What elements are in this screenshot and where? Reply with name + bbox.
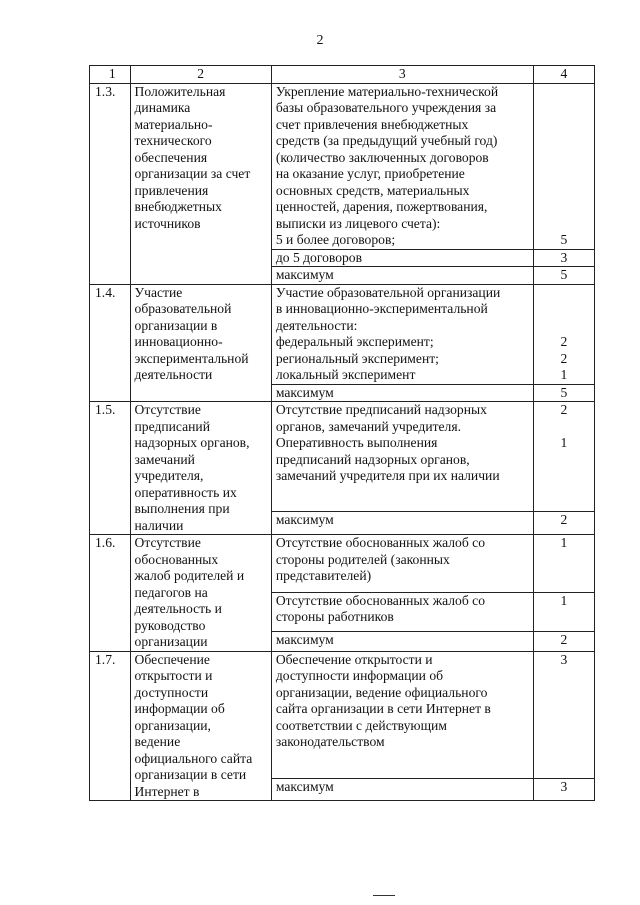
criterion-line: организации <box>134 634 208 649</box>
indicator-description <box>271 592 533 631</box>
score-value <box>534 734 594 751</box>
description-line: в инновационно-экспериментальной <box>275 301 488 316</box>
score-value: 2 <box>560 334 568 349</box>
criterion-line: открытости и <box>134 668 213 683</box>
score-value: 2 <box>560 402 568 417</box>
table-header-row <box>90 66 595 84</box>
description-line: 5 и более договоров; <box>275 232 396 247</box>
criterion-line: Отсутствие <box>134 535 201 550</box>
criteria-table <box>89 65 595 801</box>
page-number: 2 <box>316 33 324 48</box>
header-col-4: 4 <box>533 66 594 84</box>
criterion-line: Положительная <box>134 83 226 99</box>
score-cell <box>533 249 594 267</box>
item-number: 1.5. <box>90 402 131 535</box>
description-line: базы образовательного учреждения за <box>275 100 497 115</box>
description-line: основных средств, материальных <box>275 182 470 198</box>
criterion-line: Обеспечение <box>134 651 210 667</box>
description-line: Участие образовательной организации <box>275 284 501 300</box>
criterion-line: официального сайта <box>134 750 253 766</box>
criterion-line: экспериментальной <box>134 350 249 366</box>
description-line: Отсутствие обоснованных жалоб со <box>275 535 485 550</box>
score-value: 1 <box>560 592 568 608</box>
criterion-line: выполнения при <box>134 501 230 516</box>
criterion-line: руководство <box>134 617 206 633</box>
score-value: 1 <box>560 535 568 550</box>
description-line: региональный эксперимент; <box>275 350 439 366</box>
criterion-cell <box>130 402 271 535</box>
score-value <box>534 668 594 685</box>
criterion-line: организации, <box>134 717 211 733</box>
criterion-line: технического <box>134 133 212 148</box>
score-value <box>534 117 594 134</box>
indicator-description <box>271 284 533 384</box>
header-col-1: 1 <box>90 66 131 84</box>
description-line: соответствии с действующим <box>275 717 447 733</box>
score-value: 3 <box>560 778 568 794</box>
description-line: замечаний учредителя при их наличии <box>275 468 500 483</box>
description-line: Укрепление материально-технической <box>275 83 499 99</box>
score-value: 1 <box>560 367 568 382</box>
score-value <box>534 199 594 216</box>
score-value <box>534 133 594 150</box>
description-line: федеральный эксперимент; <box>275 334 434 349</box>
score-cell <box>533 267 594 285</box>
header-col-2: 2 <box>130 66 271 84</box>
indicator-description <box>271 267 533 285</box>
description-line: локальный эксперимент <box>275 367 416 382</box>
score-value: 2 <box>560 631 568 647</box>
criterion-line: предписаний <box>134 418 210 434</box>
score-value <box>534 419 594 436</box>
score-cell <box>533 651 594 778</box>
description-line: Отсутствие обоснованных жалоб со <box>275 592 485 608</box>
score-value <box>534 100 594 117</box>
score-value <box>534 568 594 585</box>
criterion-cell <box>130 651 271 801</box>
criterion-line: ведение <box>134 734 181 749</box>
description-line: органов, замечаний учредителя. <box>275 418 461 434</box>
table-row <box>90 402 595 512</box>
description-line: ценностей, дарения, пожертвования, <box>275 199 488 214</box>
criterion-line: организации в сети <box>134 767 247 782</box>
score-value <box>534 166 594 183</box>
criterion-line: деятельности <box>134 367 213 382</box>
score-value: 5 <box>560 267 568 282</box>
score-cell <box>533 284 594 384</box>
score-value <box>534 718 594 735</box>
description-line: на оказание услуг, приобретение <box>275 166 465 181</box>
score-cell <box>533 511 594 534</box>
criterion-line: внебюджетных <box>134 199 222 214</box>
score-cell <box>533 778 594 800</box>
indicator-description <box>271 535 533 593</box>
score-value <box>534 216 594 233</box>
description-line: максимум <box>275 511 334 527</box>
criterion-line: Интернет в <box>134 783 200 799</box>
indicator-description <box>271 651 533 778</box>
description-line: представителей) <box>275 568 372 583</box>
score-value <box>534 468 594 485</box>
score-cell <box>533 384 594 402</box>
item-number: 1.6. <box>90 535 131 652</box>
description-line: максимум <box>275 631 334 647</box>
indicator-description <box>271 631 533 651</box>
description-line: стороны родителей (законных <box>275 551 450 567</box>
score-value: 3 <box>560 651 568 667</box>
description-line: организации, ведение официального <box>275 684 488 700</box>
criterion-line: материально- <box>134 116 213 132</box>
criterion-cell <box>130 284 271 402</box>
score-cell <box>533 631 594 651</box>
criterion-line: оперативность их <box>134 484 237 500</box>
score-cell <box>533 83 594 249</box>
table-row <box>90 651 595 778</box>
score-value <box>534 452 594 469</box>
score-value <box>534 285 594 302</box>
item-number: 1.3. <box>90 83 131 284</box>
item-number: 1.4. <box>90 284 131 402</box>
criterion-line: замечаний <box>134 451 195 467</box>
criterion-line: наличии <box>134 517 184 533</box>
description-line: сайта организации в сети Интернет в <box>275 701 491 716</box>
score-value <box>534 318 594 335</box>
criterion-line: педагогов на <box>134 584 208 600</box>
description-line: Обеспечение открытости и <box>275 651 433 667</box>
criterion-line: источников <box>134 215 201 231</box>
criterion-line: организации за счет <box>134 166 251 181</box>
description-line: выписки из лицевого счета): <box>275 215 441 231</box>
score-value: 2 <box>560 350 568 366</box>
criterion-line: надзорных органов, <box>134 435 250 450</box>
description-line: стороны работников <box>275 609 394 625</box>
score-value <box>534 301 594 318</box>
description-line: максимум <box>275 778 334 794</box>
score-value <box>534 552 594 569</box>
criterion-line: жалоб родителей и <box>134 568 245 583</box>
criterion-line: привлечения <box>134 182 209 198</box>
criterion-cell <box>130 535 271 652</box>
table-row <box>90 284 595 384</box>
criterion-line: деятельность и <box>134 601 222 616</box>
description-line: средств (за предыдущий учебный год) <box>275 133 498 148</box>
description-line: деятельности: <box>275 317 358 333</box>
criterion-line: информации об <box>134 701 225 716</box>
table-row <box>90 83 595 249</box>
criterion-line: Участие <box>134 284 183 300</box>
score-value <box>534 609 594 626</box>
score-value: 5 <box>560 384 568 400</box>
indicator-description <box>271 511 533 534</box>
score-value: 1 <box>560 435 568 450</box>
criterion-line: Отсутствие <box>134 402 201 417</box>
item-number: 1.7. <box>90 651 131 801</box>
score-value: 3 <box>560 249 568 265</box>
header-col-3: 3 <box>271 66 533 84</box>
criterion-cell <box>130 83 271 284</box>
score-value <box>534 685 594 702</box>
description-line: максимум <box>275 384 334 400</box>
criterion-line: инновационно- <box>134 334 223 349</box>
indicator-description <box>271 249 533 267</box>
description-line: Оперативность выполнения <box>275 435 438 450</box>
score-value: 2 <box>560 511 568 527</box>
score-cell <box>533 402 594 512</box>
score-cell <box>533 535 594 593</box>
criterion-line: учредителя, <box>134 468 204 483</box>
description-line: счет привлечения внебюджетных <box>275 116 469 132</box>
description-line: до 5 договоров <box>275 249 363 265</box>
score-value <box>534 150 594 167</box>
description-line: максимум <box>275 267 334 282</box>
description-line: доступности информации об <box>275 668 444 683</box>
table-row <box>90 535 595 593</box>
indicator-description <box>271 384 533 402</box>
indicator-description <box>271 778 533 800</box>
description-line: предписаний надзорных органов, <box>275 451 470 467</box>
description-line: Отсутствие предписаний надзорных <box>275 402 487 417</box>
criterion-line: обоснованных <box>134 551 219 567</box>
criterion-line: доступности <box>134 684 209 700</box>
criterion-line: организации в <box>134 317 218 333</box>
indicator-description <box>271 402 533 512</box>
criterion-line: образовательной <box>134 301 232 316</box>
description-line: (количество заключенных договоров <box>275 149 489 165</box>
indicator-description <box>271 83 533 249</box>
page-bottom-mark <box>373 895 395 896</box>
description-line: законодательством <box>275 734 385 749</box>
criterion-line: динамика <box>134 100 191 115</box>
criterion-line: обеспечения <box>134 149 208 165</box>
score-value <box>534 183 594 200</box>
score-cell <box>533 592 594 631</box>
score-value <box>534 84 594 101</box>
score-value <box>534 701 594 718</box>
score-value: 5 <box>560 232 568 247</box>
